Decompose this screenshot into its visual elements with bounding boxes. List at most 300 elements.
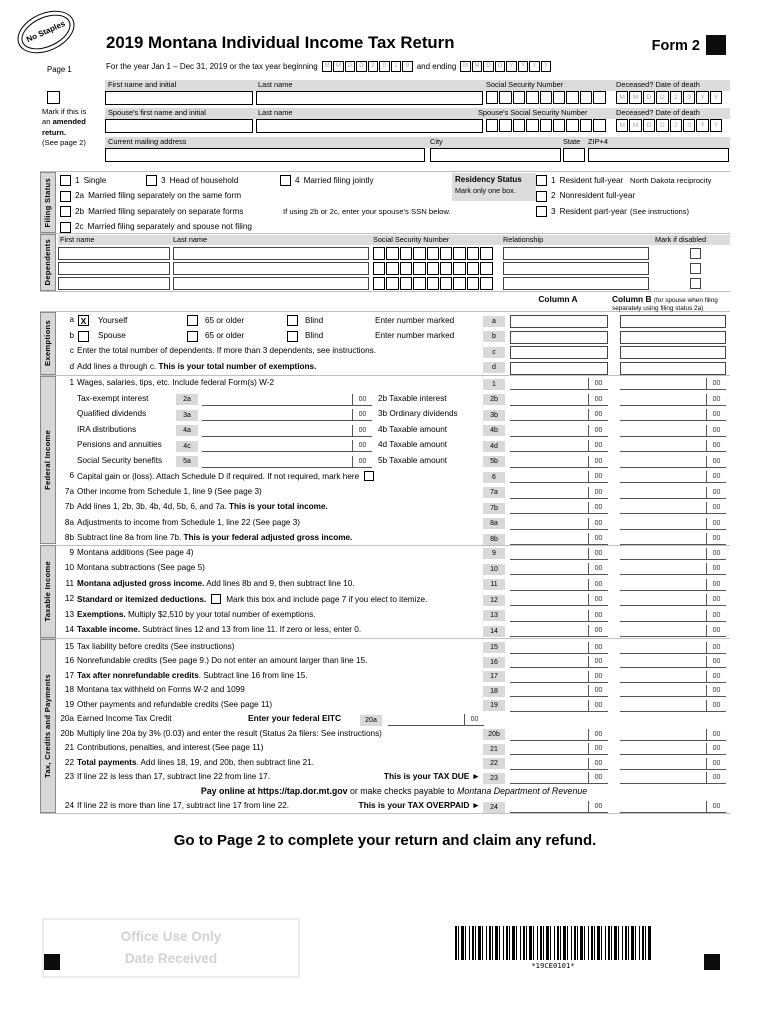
- date-letter-box[interactable]: Y: [696, 91, 708, 104]
- line-number: a: [69, 315, 74, 324]
- amount-box-3b-b[interactable]: [620, 409, 726, 421]
- cents-label: 00: [706, 594, 726, 605]
- amount-entry[interactable]: [510, 563, 588, 574]
- line-label: [77, 471, 379, 481]
- dependent-disabled-checkbox[interactable]: [690, 263, 701, 274]
- amount-box-2b-b[interactable]: [620, 394, 726, 406]
- digit-box[interactable]: [373, 277, 385, 290]
- amount-entry[interactable]: [620, 440, 706, 451]
- amount-entry[interactable]: [510, 471, 588, 482]
- date-letter-box[interactable]: 0: [379, 61, 390, 72]
- exemption-count-b[interactable]: [620, 315, 726, 328]
- amount-box-8a-a[interactable]: [510, 518, 608, 530]
- text-seg: Mark this box and include page 7 if you elect to itemize.: [226, 595, 428, 604]
- exemption-self-checkbox[interactable]: [78, 331, 89, 342]
- amount-entry[interactable]: [620, 425, 706, 436]
- amount-entry[interactable]: [510, 409, 588, 420]
- date-letter-box[interactable]: 0: [683, 119, 695, 132]
- amount-box-21-a[interactable]: [510, 743, 608, 755]
- digit-box[interactable]: [467, 277, 479, 290]
- digit-box[interactable]: [480, 277, 492, 290]
- amount-box-4c[interactable]: [202, 440, 372, 452]
- digit-box[interactable]: [566, 119, 578, 132]
- blind-checkbox[interactable]: [287, 315, 298, 326]
- amount-box-22-a[interactable]: [510, 758, 608, 770]
- digit-box[interactable]: [413, 247, 425, 260]
- amount-entry[interactable]: [620, 518, 706, 529]
- amount-entry[interactable]: [510, 548, 588, 559]
- corner-registration-mark: [706, 35, 726, 55]
- amount-entry[interactable]: [510, 625, 588, 636]
- amount-entry[interactable]: [202, 425, 352, 436]
- line-code-17: 17: [483, 671, 505, 682]
- date-letter-box[interactable]: 9: [402, 61, 413, 72]
- amount-box-16-a[interactable]: [510, 656, 608, 668]
- filing-1-checkbox[interactable]: [60, 175, 71, 186]
- date-letter-box[interactable]: Y: [696, 119, 708, 132]
- amount-box-11-a[interactable]: [510, 579, 608, 591]
- amount-entry[interactable]: [510, 801, 588, 812]
- digit-box[interactable]: [540, 91, 552, 104]
- amount-entry[interactable]: [620, 533, 706, 544]
- amount-entry[interactable]: [620, 502, 706, 513]
- exemption-count-a[interactable]: [510, 362, 608, 375]
- amount-box-13-b[interactable]: [620, 610, 726, 622]
- amount-entry[interactable]: [620, 625, 706, 636]
- amount-entry[interactable]: [620, 471, 706, 482]
- amount-entry[interactable]: [620, 700, 706, 711]
- amount-entry[interactable]: [510, 700, 588, 711]
- digit-box[interactable]: [593, 119, 605, 132]
- amount-entry[interactable]: [202, 440, 352, 451]
- amount-entry[interactable]: [620, 801, 706, 812]
- form-line-8b: [58, 531, 730, 547]
- mark-checkbox[interactable]: [211, 594, 221, 604]
- amount-box-9-a[interactable]: [510, 548, 608, 560]
- age-65-checkbox[interactable]: [187, 331, 198, 342]
- dependent-first-name-box[interactable]: [58, 262, 170, 275]
- spouse-ssn-note: If using 2b or 2c, enter your spouse's SSN below.: [283, 207, 451, 216]
- date-letter-box[interactable]: 0: [683, 91, 695, 104]
- amount-box-8a-b[interactable]: [620, 518, 726, 530]
- digit-box[interactable]: [400, 262, 412, 275]
- amount-box-10-a[interactable]: [510, 563, 608, 575]
- digit-box[interactable]: [593, 91, 605, 104]
- amount-entry[interactable]: [510, 610, 588, 621]
- amount-box-7b-a[interactable]: [510, 502, 608, 514]
- amount-box-6-a[interactable]: [510, 471, 608, 483]
- filing-2c-checkbox[interactable]: [60, 222, 71, 233]
- date-letter-box[interactable]: Y: [541, 61, 552, 72]
- line-code-4d: 4d: [483, 441, 505, 452]
- digit-box[interactable]: [413, 262, 425, 275]
- form-line-22: [58, 756, 730, 771]
- amount-entry[interactable]: [620, 409, 706, 420]
- filing-option-married-jointly: [280, 175, 374, 186]
- option-number: 2a: [75, 191, 85, 201]
- amount-entry[interactable]: [620, 729, 706, 740]
- amount-entry[interactable]: [510, 440, 588, 451]
- date-letter-box[interactable]: M: [333, 61, 344, 72]
- date-letter-box[interactable]: D: [643, 91, 655, 104]
- first-name-input[interactable]: [105, 91, 253, 105]
- digit-box[interactable]: [386, 247, 398, 260]
- amount-box-21-b[interactable]: [620, 743, 726, 755]
- date-letter-box[interactable]: D: [656, 91, 668, 104]
- date-received-label: Date Received: [124, 951, 218, 966]
- digit-box[interactable]: [540, 119, 552, 132]
- text-seg: Subtract lines 12 and 13 from line 11. If zero or less, enter 0.: [140, 625, 362, 634]
- amount-entry[interactable]: [202, 456, 352, 467]
- digit-box[interactable]: [386, 277, 398, 290]
- date-letter-box[interactable]: Y: [710, 91, 722, 104]
- date-letter-box[interactable]: 1: [391, 61, 402, 72]
- spouse-last-name-input[interactable]: [256, 119, 483, 133]
- spouse-ssn-boxes: [486, 119, 606, 132]
- amount-entry[interactable]: [620, 685, 706, 696]
- amount-box-3a[interactable]: [202, 409, 372, 421]
- digit-box[interactable]: [486, 91, 498, 104]
- date-letter-box[interactable]: M: [460, 61, 471, 72]
- digit-box[interactable]: [453, 247, 465, 260]
- amount-entry[interactable]: [510, 729, 588, 740]
- dependent-disabled-checkbox[interactable]: [690, 278, 701, 289]
- amount-entry[interactable]: [620, 656, 706, 667]
- line-code-4b: 4b: [483, 425, 505, 436]
- filing-4-checkbox[interactable]: [280, 175, 291, 186]
- date-letter-box[interactable]: D: [495, 61, 506, 72]
- amount-entry[interactable]: [510, 743, 588, 754]
- digit-box[interactable]: [427, 277, 439, 290]
- amount-box-19-a[interactable]: [510, 700, 608, 712]
- exemption-count-a[interactable]: [510, 346, 608, 359]
- date-letter-box[interactable]: 2: [670, 119, 682, 132]
- cents-label: 00: [706, 502, 726, 513]
- amount-box-4d-b[interactable]: [620, 440, 726, 452]
- dep-first-name-header: First name: [60, 235, 95, 244]
- digit-box[interactable]: [580, 119, 592, 132]
- dependent-relationship-box[interactable]: [503, 277, 649, 290]
- amount-box-23-a[interactable]: [510, 772, 608, 784]
- digit-box[interactable]: [499, 119, 511, 132]
- amount-entry[interactable]: [620, 594, 706, 605]
- digit-box[interactable]: [513, 91, 525, 104]
- amount-box-4b-b[interactable]: [620, 425, 726, 437]
- line-label: [77, 642, 234, 651]
- amount-box-5a[interactable]: [202, 456, 372, 468]
- date-letter-box[interactable]: Y: [529, 61, 540, 72]
- digit-box[interactable]: [440, 262, 452, 275]
- digit-box[interactable]: [480, 247, 492, 260]
- line-number: 14: [64, 625, 74, 634]
- cents-label: 00: [588, 685, 608, 696]
- blind-checkbox[interactable]: [287, 331, 298, 342]
- amount-box-20b-b[interactable]: [620, 729, 726, 741]
- amount-box-4a[interactable]: [202, 425, 372, 437]
- amount-box-6-b[interactable]: [620, 471, 726, 483]
- amount-box-20a[interactable]: [388, 714, 484, 726]
- line-code-11: 11: [483, 579, 505, 590]
- digit-box[interactable]: [373, 247, 385, 260]
- amount-box-3b-a[interactable]: [510, 409, 608, 421]
- last-name-input[interactable]: [256, 91, 483, 105]
- cents-label: 00: [588, 579, 608, 590]
- amount-box-16-b[interactable]: [620, 656, 726, 668]
- date-letter-box[interactable]: Y: [506, 61, 517, 72]
- filing-2b-checkbox[interactable]: [60, 206, 71, 217]
- line-code-10: 10: [483, 564, 505, 575]
- date-letter-box[interactable]: Y: [518, 61, 529, 72]
- date-letter-box[interactable]: D: [345, 61, 356, 72]
- line-code-2b: 2b: [483, 394, 505, 405]
- amount-entry[interactable]: [510, 456, 588, 467]
- amount-entry[interactable]: [620, 671, 706, 682]
- exemption-count-b[interactable]: [620, 331, 726, 344]
- amount-entry[interactable]: [510, 378, 588, 389]
- date-letter-box[interactable]: M: [629, 91, 641, 104]
- amount-entry[interactable]: [510, 533, 588, 544]
- amount-box-19-b[interactable]: [620, 700, 726, 712]
- digit-box[interactable]: [453, 262, 465, 275]
- digit-box[interactable]: [427, 262, 439, 275]
- date-letter-box[interactable]: M: [616, 91, 628, 104]
- exemption-row-c: [58, 344, 730, 360]
- dependent-relationship-box[interactable]: [503, 247, 649, 260]
- residency-3-checkbox[interactable]: [536, 206, 547, 217]
- filing-2a-checkbox[interactable]: [60, 191, 71, 202]
- exemption-count-a[interactable]: [510, 331, 608, 344]
- amount-box-8b-a[interactable]: [510, 533, 608, 545]
- tax-year-text: For the year Jan 1 – Dec 31, 2019 or the tax year beginning: [106, 61, 318, 71]
- amount-entry[interactable]: [510, 594, 588, 605]
- amount-box-7a-b[interactable]: [620, 487, 726, 499]
- amount-box-14-a[interactable]: [510, 625, 608, 637]
- amount-box-17-b[interactable]: [620, 671, 726, 683]
- dependents-header-bar: [58, 235, 730, 245]
- date-letter-box[interactable]: M: [616, 119, 628, 132]
- dependent-last-name-box[interactable]: [173, 262, 369, 275]
- dependent-last-name-box[interactable]: [173, 277, 369, 290]
- amount-entry[interactable]: [620, 378, 706, 389]
- amount-entry[interactable]: [510, 394, 588, 405]
- line-code-23: 23: [483, 773, 505, 784]
- amount-entry[interactable]: [620, 610, 706, 621]
- date-letter-box[interactable]: D: [356, 61, 367, 72]
- amount-entry[interactable]: [510, 579, 588, 590]
- dependent-disabled-checkbox[interactable]: [690, 248, 701, 259]
- exemption-count-b[interactable]: [620, 346, 726, 359]
- exemption-row-d: [58, 360, 730, 376]
- digit-box[interactable]: [453, 277, 465, 290]
- digit-box[interactable]: [566, 91, 578, 104]
- digit-box[interactable]: [373, 262, 385, 275]
- digit-box[interactable]: [440, 247, 452, 260]
- amount-box-18-b[interactable]: [620, 685, 726, 697]
- state-input[interactable]: [563, 148, 585, 162]
- exemption-count-a[interactable]: [510, 315, 608, 328]
- amount-box-24-a[interactable]: [510, 801, 608, 813]
- amount-box-2a[interactable]: [202, 394, 372, 406]
- amount-box-20b-a[interactable]: [510, 729, 608, 741]
- digit-box[interactable]: [440, 277, 452, 290]
- amount-entry[interactable]: [620, 563, 706, 574]
- cents-label: 00: [588, 610, 608, 621]
- amount-entry[interactable]: [620, 758, 706, 769]
- date-letter-box[interactable]: D: [643, 119, 655, 132]
- amount-box-9-b[interactable]: [620, 548, 726, 560]
- text-seg: Add lines 8b and 9, then subtract line 10.: [204, 578, 355, 588]
- amount-entry[interactable]: [510, 502, 588, 513]
- mark-checkbox[interactable]: [364, 471, 374, 481]
- amount-entry[interactable]: [620, 743, 706, 754]
- filing-3-checkbox[interactable]: [146, 175, 157, 186]
- amount-entry[interactable]: [510, 656, 588, 667]
- amount-box-12-a[interactable]: [510, 594, 608, 606]
- dependent-last-name-box[interactable]: [173, 247, 369, 260]
- digit-box[interactable]: [413, 277, 425, 290]
- dependent-first-name-box[interactable]: [58, 277, 170, 290]
- amount-box-15-b[interactable]: [620, 642, 726, 654]
- amount-entry[interactable]: [620, 579, 706, 590]
- option-number: 1: [551, 175, 556, 185]
- residency-1-checkbox[interactable]: [536, 175, 547, 186]
- amount-box-14-b[interactable]: [620, 625, 726, 637]
- amount-box-10-b[interactable]: [620, 563, 726, 575]
- digit-box[interactable]: [499, 91, 511, 104]
- date-letter-box[interactable]: D: [656, 119, 668, 132]
- digit-box[interactable]: [580, 91, 592, 104]
- amount-entry[interactable]: [510, 425, 588, 436]
- city-input[interactable]: [430, 148, 561, 162]
- digit-box[interactable]: [553, 91, 565, 104]
- exemption-count-b[interactable]: [620, 362, 726, 375]
- digit-box[interactable]: [400, 247, 412, 260]
- amount-box-17-a[interactable]: [510, 671, 608, 683]
- dependent-first-name-box[interactable]: [58, 247, 170, 260]
- digit-box[interactable]: [486, 119, 498, 132]
- amended-note-line4: (See page 2): [42, 137, 86, 147]
- amount-box-11-b[interactable]: [620, 579, 726, 591]
- amount-box-7a-a[interactable]: [510, 487, 608, 499]
- line-code-8a: 8a: [483, 518, 505, 529]
- filing-status-section: [58, 172, 730, 234]
- digit-box[interactable]: [400, 277, 412, 290]
- date-letter-box[interactable]: 2: [368, 61, 379, 72]
- first-name-label: First name and initial: [108, 80, 177, 89]
- amount-box-1-a[interactable]: [510, 378, 608, 390]
- zip-input[interactable]: [588, 148, 729, 162]
- line-label: [77, 671, 308, 680]
- amount-entry[interactable]: [620, 548, 706, 559]
- amount-box-4b-a[interactable]: [510, 425, 608, 437]
- digit-box[interactable]: [386, 262, 398, 275]
- digit-box[interactable]: [480, 262, 492, 275]
- amount-entry[interactable]: [510, 487, 588, 498]
- amount-box-7b-b[interactable]: [620, 502, 726, 514]
- amount-entry[interactable]: [510, 772, 588, 783]
- date-letter-box[interactable]: M: [472, 61, 483, 72]
- digit-box[interactable]: [553, 119, 565, 132]
- amount-entry[interactable]: [202, 409, 352, 420]
- cents-label: 00: [352, 425, 372, 436]
- address-input[interactable]: [105, 148, 425, 162]
- amount-box-5b-b[interactable]: [620, 456, 726, 468]
- amended-return-checkbox[interactable]: [47, 91, 60, 104]
- digit-box[interactable]: [526, 91, 538, 104]
- line-label-2b: 2b Taxable interest: [378, 393, 447, 403]
- amount-box-15-a[interactable]: [510, 642, 608, 654]
- amount-box-8b-b[interactable]: [620, 533, 726, 545]
- amount-box-22-b[interactable]: [620, 758, 726, 770]
- digit-box[interactable]: [513, 119, 525, 132]
- date-letter-box[interactable]: Y: [710, 119, 722, 132]
- amount-box-1-b[interactable]: [620, 378, 726, 390]
- line-label: [77, 563, 205, 572]
- digit-box[interactable]: [526, 119, 538, 132]
- amount-entry[interactable]: [388, 714, 464, 725]
- line-label: [77, 487, 262, 496]
- amount-box-23-b[interactable]: [620, 772, 726, 784]
- digit-box[interactable]: [467, 262, 479, 275]
- amount-entry[interactable]: [620, 456, 706, 467]
- amount-entry[interactable]: [620, 394, 706, 405]
- cents-label: 00: [706, 548, 726, 559]
- option-label: Married filing separately on separate forms: [88, 206, 244, 216]
- amount-box-2b-a[interactable]: [510, 394, 608, 406]
- text-seg: This is your total income.: [229, 502, 328, 511]
- amount-entry[interactable]: [510, 518, 588, 529]
- date-letter-box[interactable]: M: [629, 119, 641, 132]
- amount-box-24-b[interactable]: [620, 801, 726, 813]
- amount-box-18-a[interactable]: [510, 685, 608, 697]
- amount-entry[interactable]: [510, 758, 588, 769]
- spouse-first-name-input[interactable]: [105, 119, 253, 133]
- dependent-relationship-box[interactable]: [503, 262, 649, 275]
- line-code-5b: 5b: [483, 456, 505, 467]
- date-letter-box[interactable]: M: [322, 61, 333, 72]
- line-label-4d: 4d Taxable amount: [378, 440, 448, 449]
- amount-entry[interactable]: [202, 394, 352, 405]
- line-code-20a: 20a: [360, 715, 382, 726]
- amount-box-5b-a[interactable]: [510, 456, 608, 468]
- age-65-checkbox[interactable]: [187, 315, 198, 326]
- amount-box-12-b[interactable]: [620, 594, 726, 606]
- residency-2-checkbox[interactable]: [536, 191, 547, 202]
- last-name-label: Last name: [258, 80, 293, 89]
- amount-entry[interactable]: [620, 487, 706, 498]
- amount-entry[interactable]: [510, 685, 588, 696]
- amount-entry[interactable]: [510, 642, 588, 653]
- amount-entry[interactable]: [620, 772, 706, 783]
- date-letter-box[interactable]: 2: [670, 91, 682, 104]
- line-number: b: [69, 330, 74, 340]
- form-line-pay-online: [58, 454, 730, 470]
- date-letter-box[interactable]: D: [483, 61, 494, 72]
- address-label: Current mailing address: [108, 137, 187, 146]
- blind-label: Blind: [305, 331, 324, 340]
- page-number: Page 1: [47, 65, 72, 74]
- digit-box[interactable]: [427, 247, 439, 260]
- digit-box[interactable]: [467, 247, 479, 260]
- amount-entry[interactable]: [620, 642, 706, 653]
- amount-box-4d-a[interactable]: [510, 440, 608, 452]
- text-seg: Wages, salaries, tips, etc. Include federal Form(s) W-2: [77, 378, 275, 387]
- amount-entry[interactable]: [510, 671, 588, 682]
- exemption-self-checkbox[interactable]: X: [78, 315, 89, 326]
- text-seg: Multiply $2,510 by your total number of exemptions.: [125, 609, 316, 619]
- filing-option-2b: [60, 206, 243, 217]
- amount-box-13-a[interactable]: [510, 610, 608, 622]
